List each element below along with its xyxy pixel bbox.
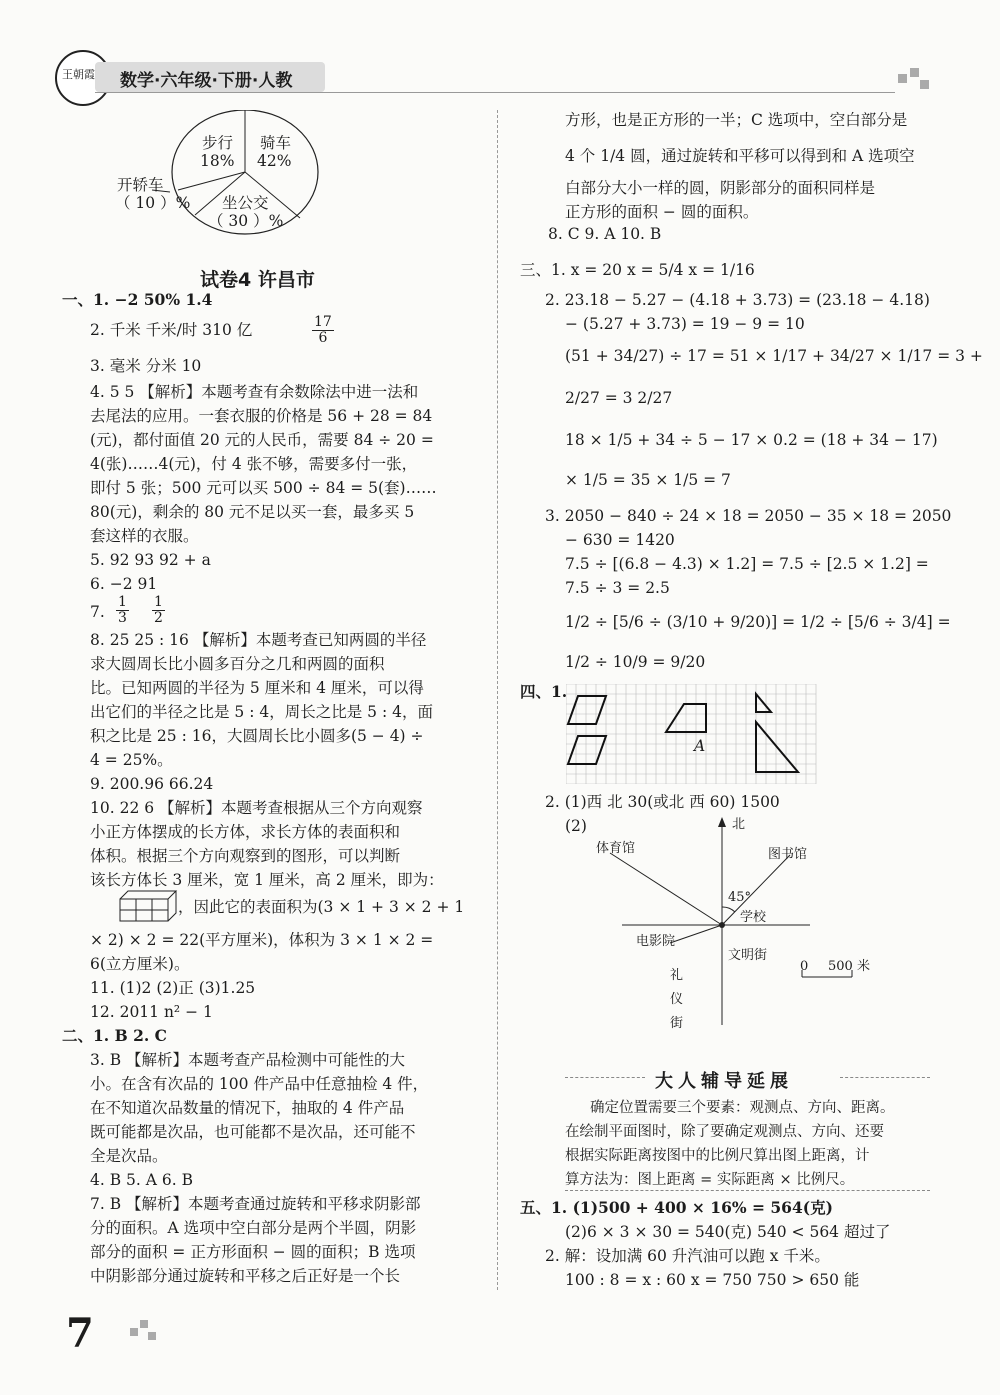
answer-line: 去尾法的应用。一套衣服的价格是 56 + 28 = 84 <box>90 407 433 425</box>
pie-value-walk: 18% <box>200 152 235 170</box>
answer-line: ，因此它的表面积为(3 × 1 + 3 × 2 + 1 <box>178 898 465 916</box>
extension-line: 算方法为：图上距离 = 实际距离 × 比例尺。 <box>565 1172 855 1188</box>
answer-line: 6(立方厘米)。 <box>90 955 190 973</box>
footer-square <box>140 1320 148 1328</box>
answer-line: − (5.27 + 3.73) = 19 − 9 = 10 <box>565 315 805 333</box>
map-cinema: 电影院 <box>636 934 676 949</box>
answer-line: 11. (1)2 (2)正 (3)1.25 <box>90 979 256 997</box>
answer-line: 求大圆周长比小圆多百分之几和两圆的面积 <box>90 655 385 673</box>
answer-line: 出它们的半径之比是 5 : 4，周长之比是 5 : 4，面 <box>90 703 433 721</box>
answer-line: 2/27 = 3 2/27 <box>565 389 673 407</box>
extension-rule <box>840 1077 930 1078</box>
answer-line: 小正方体摆成的长方体，求长方体的表面积和 <box>90 823 401 841</box>
pie-value-bike: 42% <box>257 152 292 170</box>
extension-title: 大人辅导延展 <box>655 1071 793 1092</box>
pie-value-bus: （ 30 ）% <box>208 212 284 230</box>
answer-line: 4. B 5. A 6. B <box>90 1171 193 1189</box>
answer-line: (51 + 34/27) ÷ 17 = 51 × 1/17 + 34/27 × 1/17 = 3 + <box>565 347 983 365</box>
answer-line: 10. 22 6 【解析】本题考查根据从三个方向观察 <box>90 799 423 817</box>
answer-line: 1/2 ÷ 10/9 = 9/20 <box>565 653 706 671</box>
map-library: 图书馆 <box>768 847 808 862</box>
answer-line: 正方形的面积 − 圆的面积。 <box>565 203 759 221</box>
answer-line: 分的面积。A 选项中空白部分是两个半圆，阴影 <box>90 1219 417 1237</box>
answer-line: 4 = 25%。 <box>90 751 173 769</box>
answer-line: 12. 2011 n² − 1 <box>90 1003 213 1021</box>
answer-line: 部分的面积 = 正方形面积 − 圆的面积；B 选项 <box>90 1243 416 1261</box>
answer-line: 四、1. <box>520 682 568 701</box>
answer-line: 7.5 ÷ 3 = 2.5 <box>565 579 670 597</box>
corner-square <box>898 74 907 83</box>
answer-line: 既可能都是次品，也可能都不是次品，还可能不 <box>90 1123 416 1141</box>
pie-label-walk: 步行 <box>202 134 234 152</box>
fraction: $\frac{1}{3}$ <box>118 594 127 626</box>
answer-line: 3. 2050 − 840 ÷ 24 × 18 = 2050 − 35 × 18 = 2050 <box>545 507 952 525</box>
extension-line: 在绘制平面图时，除了要确定观测点、方向、还要 <box>565 1124 884 1140</box>
answer-line: 五、1. (1)500 + 400 × 16% = 564(克) <box>520 1198 833 1217</box>
section-title: 试卷4 许昌市 <box>200 269 315 291</box>
map-angle: 45° <box>728 890 752 905</box>
answer-line: 体积。根据三个方向观察到的图形，可以判断 <box>90 847 401 865</box>
answer-line: 即付 5 张；500 元可以买 500 ÷ 84 = 5(套)…… <box>90 479 437 497</box>
answer-line: 套这样的衣服。 <box>90 527 199 545</box>
answer-line: 2. 解：设加满 60 升汽油可以跑 x 千米。 <box>545 1247 830 1265</box>
fraction: $\frac{17}{6}$ <box>314 314 332 346</box>
map-gym: 体育馆 <box>596 841 636 856</box>
answer-line: 2. 23.18 − 5.27 − (4.18 + 3.73) = (23.18 − 4.18) <box>545 291 930 309</box>
extension-line: 根据实际距离按图中的比例尺算出图上距离，计 <box>565 1148 870 1164</box>
logo-text: 王朝霞 <box>62 68 95 81</box>
grid-figure <box>566 684 822 784</box>
extension-rule <box>565 1077 645 1078</box>
map-north: 北 <box>732 817 746 832</box>
answer-line: 比。已知两圆的半径为 5 厘米和 4 厘米，可以得 <box>90 679 424 697</box>
page-number: 7 <box>66 1310 94 1357</box>
extension-bottom-rule <box>565 1190 930 1191</box>
map-street3: 仪 <box>670 992 684 1007</box>
answer-line: 一、1. −2 50% 1.4 <box>62 290 213 309</box>
footer-square <box>130 1328 138 1336</box>
corner-square <box>920 80 929 89</box>
answer-line: 中阴影部分通过旋转和平移之后正好是一个长 <box>90 1267 401 1285</box>
answer-line: 2. (1)西 北 30(或北 西 60) 1500 <box>545 793 780 811</box>
answer-line: 4(张)……4(元)，付 4 张不够，需要多付一张， <box>90 455 418 473</box>
pie-label-bike: 骑车 <box>260 134 292 152</box>
answer-line: 6. −2 91 <box>90 575 158 593</box>
answer-line: 2. 千米 千米/时 310 亿 <box>90 321 253 339</box>
answer-line: − 630 = 1420 <box>565 531 675 549</box>
answer-line: (2)6 × 3 × 30 = 540(克) 540 < 564 超过了 <box>565 1223 891 1241</box>
answer-line: 在不知道次品数量的情况下，抽取的 4 件产品 <box>90 1099 405 1117</box>
grid-label: A <box>694 737 706 755</box>
map-scale: 500 米 <box>828 959 870 974</box>
map-street1: 文明街 <box>728 948 768 963</box>
cuboid-figure <box>118 887 178 923</box>
pie-label-bus: 坐公交 <box>222 194 269 212</box>
map-school: 学校 <box>740 910 767 925</box>
answer-line: 7.5 ÷ [(6.8 − 4.3) × 1.2] = 7.5 ÷ [2.5 × 1.2] = <box>565 555 929 573</box>
map-scale-zero: 0 <box>800 959 809 974</box>
answer-line: 8. 25 25 : 16 【解析】本题考查已知两圆的半径 <box>90 631 427 649</box>
header-rule <box>95 92 895 93</box>
answer-line: 全是次品。 <box>90 1147 168 1165</box>
answer-line: 4 个 1/4 圆，通过旋转和平移可以得到和 A 选项空 <box>565 147 915 165</box>
corner-square <box>910 68 919 77</box>
answer-line: 小。在含有次品的 100 件产品中任意抽检 4 件， <box>90 1075 429 1093</box>
answer-line: 该长方体长 3 厘米，宽 1 厘米，高 2 厘米，即为： <box>90 871 444 889</box>
pie-label-car: 开轿车 <box>117 176 164 194</box>
answer-line: 9. 200.96 66.24 <box>90 775 214 793</box>
answer-line: 4. 5 5 【解析】本题考查有余数除法中进一法和 <box>90 383 419 401</box>
answer-line: (2) <box>565 817 587 835</box>
answer-line: 5. 92 93 92 + a <box>90 551 211 569</box>
answer-line: 7. B 【解析】本题考查通过旋转和平移求阴影部 <box>90 1195 421 1213</box>
footer-square <box>148 1332 156 1340</box>
map-street2: 礼 <box>670 968 684 983</box>
answer-line: 8. C 9. A 10. B <box>548 225 662 243</box>
answer-line: 方形，也是正方形的一半；C 选项中，空白部分是 <box>565 111 908 129</box>
map-street4: 街 <box>670 1016 684 1031</box>
answer-line: 三、1. x = 20 x = 5/4 x = 1/16 <box>520 261 755 279</box>
answer-line: 二、1. B 2. C <box>62 1026 167 1045</box>
answer-line: 积之比是 25 : 16，大圆周长比小圆多(5 − 4) ÷ <box>90 727 424 745</box>
answer-line: 100 : 8 = x : 60 x = 750 750 > 650 能 <box>565 1271 860 1289</box>
fraction: $\frac{1}{2}$ <box>154 594 163 626</box>
answer-line: (元)，都付面值 20 元的人民币，需要 84 ÷ 20 = <box>90 431 434 449</box>
extension-line: 确定位置需要三个要素：观测点、方向、距离。 <box>590 1100 895 1116</box>
answer-line: 3. B 【解析】本题考查产品检测中可能性的大 <box>90 1051 406 1069</box>
answer-line: 1/2 ÷ [5/6 ÷ (3/10 + 9/20)] = 1/2 ÷ [5/6 ÷ 3/4] = <box>565 613 951 631</box>
header-title: 数学·六年级·下册·人教 <box>120 71 293 91</box>
column-divider <box>497 110 498 1290</box>
answer-line: 7. <box>90 603 105 621</box>
answer-line: 白部分大小一样的圆，阴影部分的面积同样是 <box>565 179 876 197</box>
answer-line: 3. 毫米 分米 10 <box>90 357 202 375</box>
pie-value-car: （ 10 ）% <box>115 194 191 212</box>
answer-line: × 1/5 = 35 × 1/5 = 7 <box>565 471 731 489</box>
answer-line: 80(元)，剩余的 80 元不足以买一套，最多买 5 <box>90 503 415 521</box>
answer-line: 18 × 1/5 + 34 ÷ 5 − 17 × 0.2 = (18 + 34 − 17) <box>565 431 938 449</box>
answer-line: × 2) × 2 = 22(平方厘米)，体积为 3 × 1 × 2 = <box>90 931 434 949</box>
